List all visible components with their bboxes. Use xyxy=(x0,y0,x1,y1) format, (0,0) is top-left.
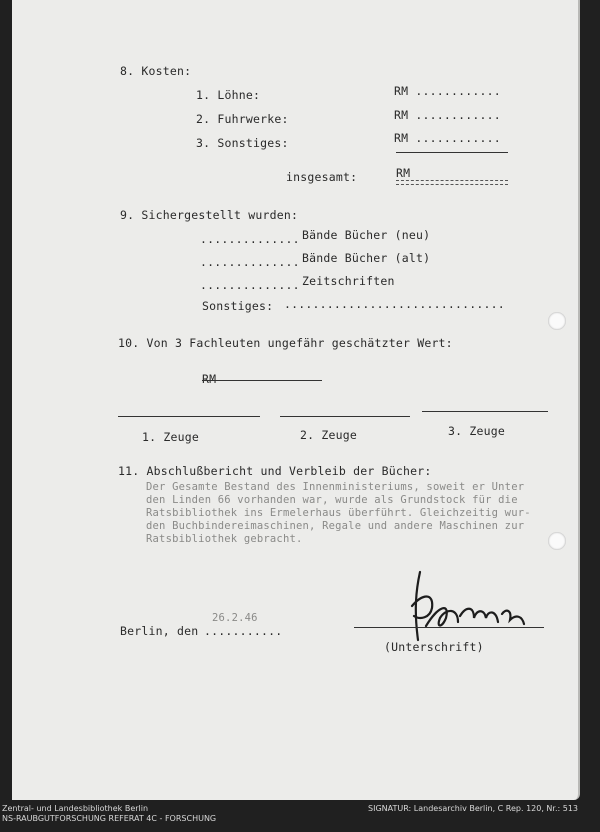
other-label: Sonstiges: xyxy=(202,299,274,313)
report-line: den Linden 66 vorhanden war, wurde als Grundstock für die xyxy=(146,494,518,506)
cost-item-value: RM ............ xyxy=(394,84,501,98)
report-line: den Buchbindereimaschinen, Regale und andere Maschinen zur xyxy=(146,520,525,532)
secured-item-label: Bände Bücher (neu) xyxy=(302,228,431,242)
secured-item-label: Bände Bücher (alt) xyxy=(302,251,431,265)
witness-label: 2. Zeuge xyxy=(300,428,357,442)
witness-line-3 xyxy=(422,411,548,412)
report-line: Ratsbibliothek ins Ermelerhaus überführt. Gleichzeitig wur- xyxy=(146,507,531,519)
cost-item-label: 1. Löhne: xyxy=(196,88,261,102)
sum-line xyxy=(396,152,508,153)
punch-hole xyxy=(548,532,566,550)
document-page xyxy=(12,0,580,800)
secured-dots: .............. xyxy=(200,278,300,292)
costs-heading: 8. Kosten: xyxy=(120,64,192,78)
signoff-date: 26.2.46 xyxy=(212,612,258,624)
footer-department: NS-RAUBGUTFORSCHUNG REFERAT 4C - FORSCHUNG xyxy=(2,814,217,823)
report-heading: 11. Abschlußbericht und Verbleib der Bücher: xyxy=(118,464,432,478)
witness-label: 1. Zeuge xyxy=(142,430,199,444)
estimate-rm: RM xyxy=(202,372,217,386)
witness-line-2 xyxy=(280,416,410,417)
total-double-line xyxy=(396,180,508,185)
other-dots: ............................... xyxy=(284,297,505,311)
cost-item-value: RM ............ xyxy=(394,131,501,145)
signature-label: (Unterschrift) xyxy=(384,640,484,654)
witness-label: 3. Zeuge xyxy=(448,424,505,438)
total-value: RM xyxy=(396,166,411,180)
secured-dots: .............. xyxy=(200,232,300,246)
signature-line xyxy=(354,627,544,628)
cost-item-value: RM ............ xyxy=(394,108,501,122)
signoff-place: Berlin, den xyxy=(120,624,199,638)
total-label: insgesamt: xyxy=(286,170,358,184)
cost-item-label: 2. Fuhrwerke: xyxy=(196,112,289,126)
witness-line-1 xyxy=(118,416,260,417)
secured-item-label: Zeitschriften xyxy=(302,274,395,288)
footer-library: Zentral- und Landesbibliothek Berlin xyxy=(2,804,149,813)
secured-heading: 9. Sichergestellt wurden: xyxy=(120,208,299,222)
punch-hole xyxy=(548,312,566,330)
footer-signature: SIGNATUR: Landesarchiv Berlin, C Rep. 120, Nr.: 513 xyxy=(368,804,579,813)
estimate-heading: 10. Von 3 Fachleuten ungefähr geschätzter Wert: xyxy=(118,336,453,350)
report-line: Ratsbibliothek gebracht. xyxy=(146,533,303,545)
cost-item-label: 3. Sonstiges: xyxy=(196,136,289,150)
handwritten-signature xyxy=(362,566,552,648)
signoff-dots: ........... xyxy=(204,624,283,638)
secured-dots: .............. xyxy=(200,255,300,269)
estimate-line xyxy=(202,380,322,381)
report-line: Der Gesamte Bestand des Innenministeriums, soweit er Unter xyxy=(146,481,525,493)
